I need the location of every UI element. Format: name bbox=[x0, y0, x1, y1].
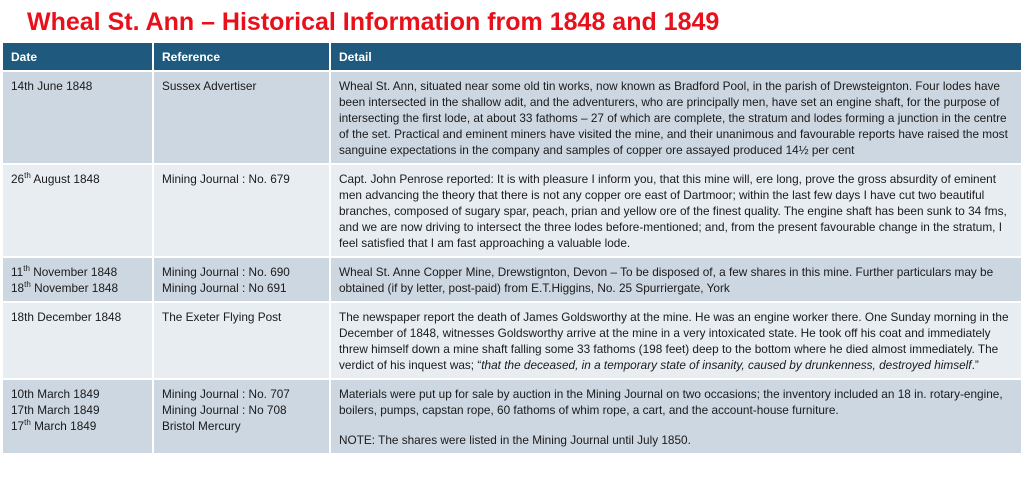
date-line: 14th June 1848 bbox=[11, 79, 93, 93]
detail-note: NOTE: The shares were listed in the Mining Journal until July 1850. bbox=[339, 433, 691, 447]
detail-text: Wheal St. Anne Copper Mine, Drewstignton, Devon – To be disposed of, a few shares in this mine. Further particulars may be obtained (if by letter, post-paid) from E.T.Higgins, No. 25 Spurriergate, York bbox=[339, 265, 994, 295]
date-cell bbox=[3, 164, 153, 257]
table-row bbox=[3, 257, 1021, 302]
reference-cell bbox=[153, 302, 330, 379]
table-header-row bbox=[3, 43, 1021, 71]
reference-line: Sussex Advertiser bbox=[162, 79, 257, 93]
reference-line: Bristol Mercury bbox=[162, 419, 241, 433]
detail-text: Materials were put up for sale by auction in the Mining Journal on two occasions; the inventory included an 18 in. rotary-engine, boilers, pumps, capstan rope, 60 fathoms of whim rope, a cart, and the account-house furniture. bbox=[339, 387, 1003, 417]
date-line: 10th March 1849 bbox=[11, 387, 100, 401]
detail-cell bbox=[330, 379, 1021, 454]
detail-cell bbox=[330, 164, 1021, 257]
detail-cell bbox=[330, 257, 1021, 302]
date-cell bbox=[3, 257, 153, 302]
date-line: 26th August 1848 bbox=[11, 171, 100, 186]
detail-text: Capt. John Penrose reported: It is with pleasure I inform you, that this mine will, ere long, prove the gross absurdity of eminent men advancing the theory that there is not any copper ore east of Dartmoor; within the last few days I have cut two beautiful branches, composed of sugary spar, peach, prian and yellow ore of the finest quality. The engine shaft has been sunk to 34 fms, and we are now driving to intersect the three lodes before-mentioned; and, from the present favourable change in the stratum, I feel satisfied that I am fast approaching a valuable lode. bbox=[339, 172, 1007, 250]
column-header-detail: Detail bbox=[330, 43, 1021, 71]
table-row bbox=[3, 71, 1021, 164]
date-line: 18th December 1848 bbox=[11, 310, 122, 324]
reference-line: Mining Journal : No. 707 bbox=[162, 387, 290, 401]
detail-cell bbox=[330, 71, 1021, 164]
date-line: 18th November 1848 bbox=[11, 280, 119, 295]
reference-cell bbox=[153, 164, 330, 257]
table-row bbox=[3, 379, 1021, 454]
reference-line: Mining Journal : No 691 bbox=[162, 281, 287, 295]
date-cell bbox=[3, 71, 153, 164]
date-line: 17th March 1849 bbox=[11, 403, 100, 417]
table-row bbox=[3, 302, 1021, 379]
date-cell bbox=[3, 379, 153, 454]
detail-text: Wheal St. Ann, situated near some old tin works, now known as Bradford Pool, in the parish of Drewsteignton. Four lodes have been intersected in the shallow adit, and the adventurers, who are principally men, have set an engine shaft, for the purpose of intersecting the first lode, at about 33 fathoms – 27 of which are complete, the stratum and lodes forming a junction in the centre of the set. Practical and eminent miners have visited the mine, and their unanimous and favourable reports have raised the most sanguine expectations in the company and samples of copper ore assayed produced 14½ per cent bbox=[339, 79, 1008, 157]
history-table bbox=[3, 43, 1021, 455]
detail-cell bbox=[330, 302, 1021, 379]
reference-line: Mining Journal : No 708 bbox=[162, 403, 287, 417]
column-header-reference: Reference bbox=[153, 43, 330, 71]
reference-line: The Exeter Flying Post bbox=[162, 310, 282, 324]
date-line: 17th March 1849 bbox=[11, 418, 97, 433]
page-title: Wheal St. Ann – Historical Information from 1848 and 1849 bbox=[27, 8, 720, 36]
column-header-date: Date bbox=[3, 43, 153, 71]
reference-line: Mining Journal : No. 690 bbox=[162, 265, 290, 279]
table-row bbox=[3, 164, 1021, 257]
detail-text: The newspaper report the death of James Goldsworthy at the mine. He was an engine worker there. One Sunday morning in the December of 1848, witnesses Goldsworthy arrive at the mine in a very intoxicated state. He took off his coat and immediately threw himself down a mine shaft falling some 33 fathoms (198 feet) deep to the bottom where he died almost immediately. The verdict of his inquest was; “ bbox=[339, 310, 1009, 372]
reference-cell bbox=[153, 71, 330, 164]
inquest-verdict-quote: that the deceased, in a temporary state of insanity, caused by drunkenness, destroyed himself bbox=[481, 358, 972, 372]
reference-line: Mining Journal : No. 679 bbox=[162, 172, 290, 186]
date-line: 11th November 1848 bbox=[11, 264, 118, 279]
reference-cell bbox=[153, 379, 330, 454]
detail-text-end: .” bbox=[971, 358, 979, 372]
reference-cell bbox=[153, 257, 330, 302]
date-cell bbox=[3, 302, 153, 379]
